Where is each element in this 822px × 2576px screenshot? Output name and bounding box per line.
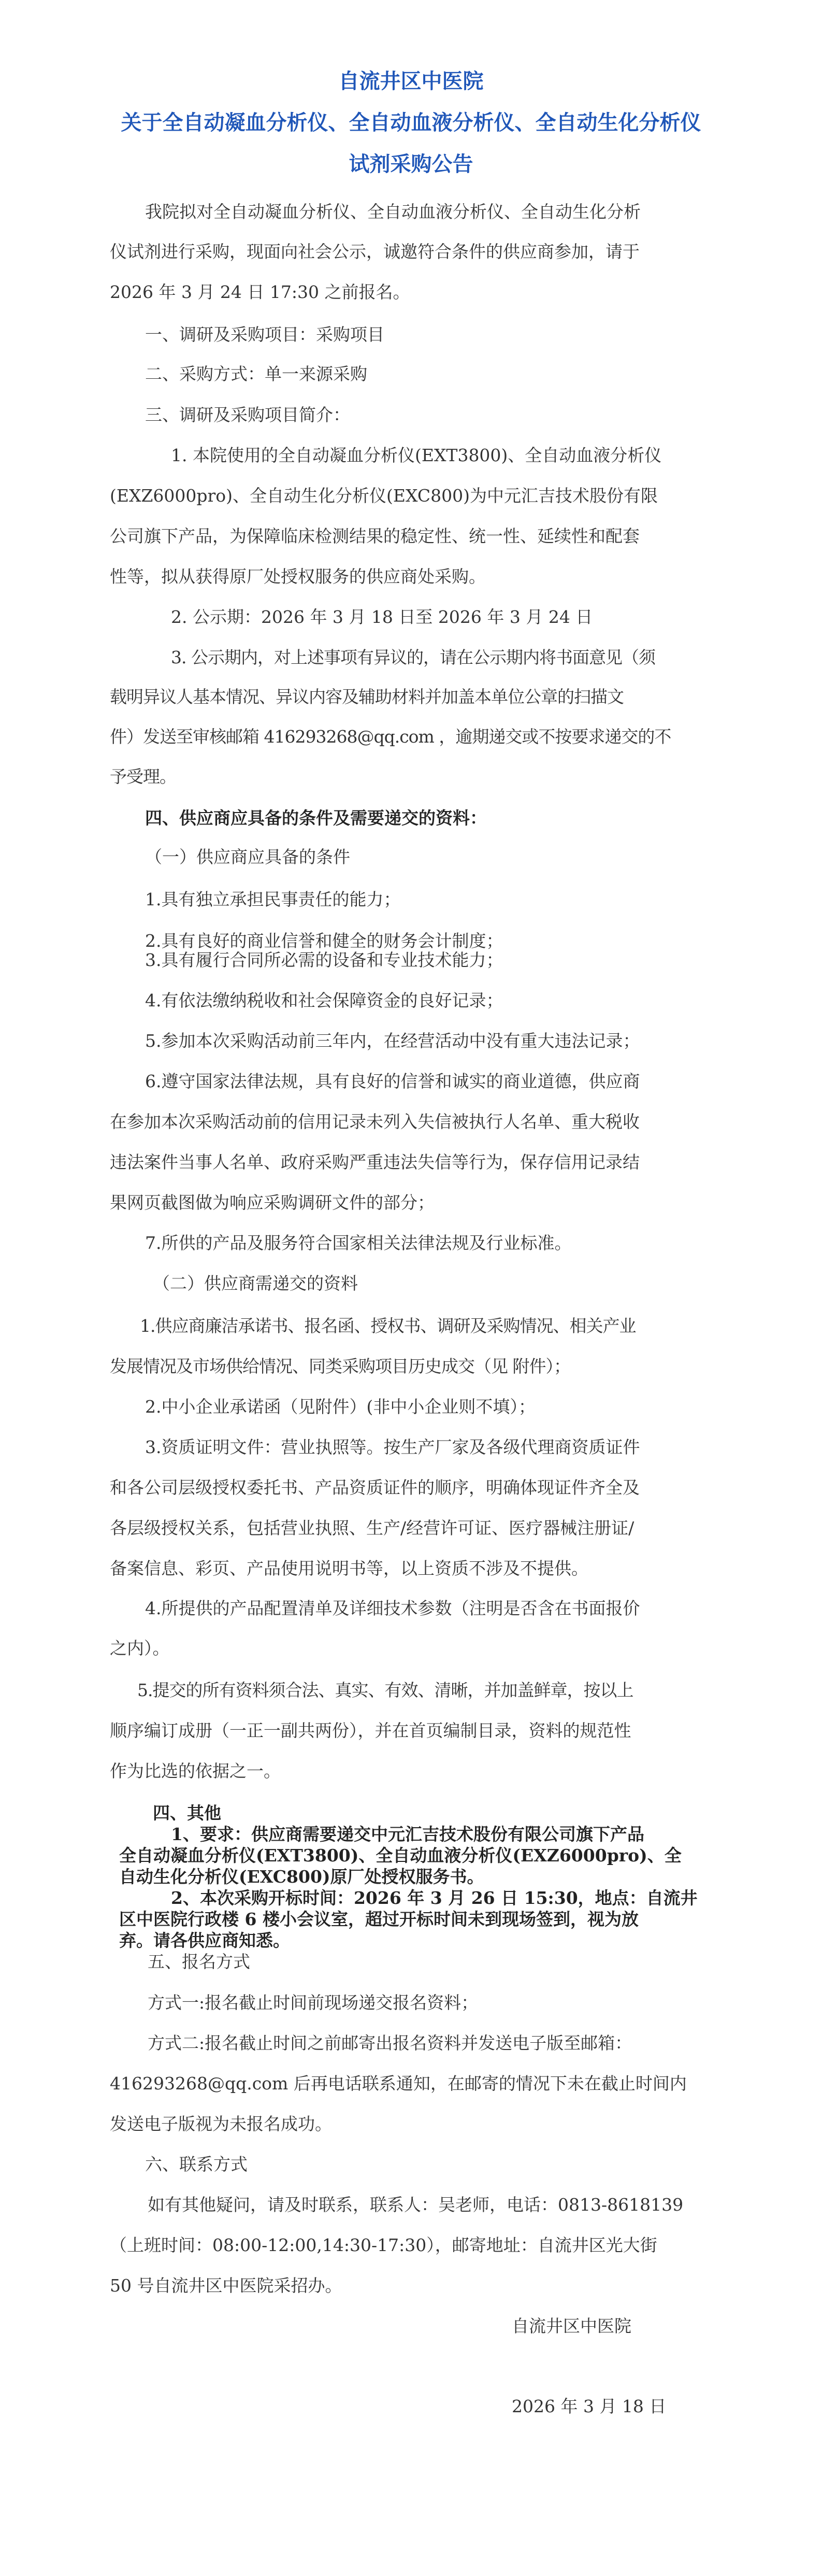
- announcement-title-line2: 试剂采购公告: [349, 152, 473, 176]
- registration-method-2-line: 发送电子版视为未报名成功。: [110, 2114, 332, 2134]
- document-item5-line: 5.提交的所有资料须合法、真实、有效、清晰，并加盖鲜章，按以上: [137, 1680, 633, 1700]
- other-item2-line: 2、本次采购开标时间：2026 年 3 月 26 日 15:30，地点：自流井: [171, 1888, 698, 1908]
- section-procurement-method: 二、采购方式：单一来源采购: [145, 364, 367, 384]
- intro-line: 2026 年 3 月 24 日 17:30 之前报名。: [110, 282, 410, 302]
- registration-method-2-line: 416293268@qq.com 后再电话联系通知，在邮寄的情况下未在截止时间内: [110, 2073, 687, 2094]
- other-item2-line: 弃。请各供应商知悉。: [119, 1930, 290, 1951]
- contact-heading: 六、联系方式: [145, 2154, 248, 2174]
- condition-item: 7.所供的产品及服务符合国家相关法律法规及行业标准。: [145, 1233, 572, 1253]
- document-item3-line: 备案信息、彩页、产品使用说明书等，以上资质不涉及不提供。: [110, 1558, 588, 1578]
- intro-line: 我院拟对全自动凝血分析仪、全自动血液分析仪、全自动生化分析: [145, 202, 641, 222]
- objection-notice-line: 予受理。: [110, 766, 176, 787]
- condition-item6-line: 果网页截图做为响应采购调研文件的部分；: [110, 1192, 435, 1213]
- document-item: 2.中小企业承诺函（见附件）(非中小企业则不填）；: [145, 1397, 536, 1417]
- document-item4-line: 4.所提供的产品配置清单及详细技术参数（注明是否含在书面报价: [145, 1598, 640, 1618]
- contact-line: 如有其他疑问，请及时联系，联系人：吴老师，电话：0813-8618139: [148, 2195, 684, 2215]
- other-item1-line: 自动生化分析仪(EXC800)原厂处授权服务书。: [119, 1867, 484, 1887]
- registration-method-heading: 五、报名方式: [148, 1952, 250, 1972]
- other-item1-line: 1、要求：供应商需要递交中元汇吉技术股份有限公司旗下产品: [171, 1824, 644, 1844]
- other-heading: 四、其他: [153, 1803, 221, 1823]
- condition-item6-line: 6.遵守国家法律法规，具有良好的信誉和诚实的商业道德，供应商: [145, 1071, 640, 1091]
- section-procurement-item: 一、调研及采购项目：采购项目: [145, 324, 384, 345]
- objection-notice-line: 载明异议人基本情况、异议内容及辅助材料并加盖本单位公章的扫描文: [110, 687, 624, 707]
- document-item3-line: 各层级授权关系，包括营业执照、生产/经营许可证、医疗器械注册证/: [110, 1518, 634, 1538]
- signature-date: 2026 年 3 月 18 日: [512, 2396, 667, 2416]
- contact-line: （上班时间：08:00-12:00,14:30-17:30），邮寄地址：自流井区光大街: [110, 2235, 657, 2255]
- supplier-requirements-heading: 四、供应商应具备的条件及需要递交的资料：: [145, 808, 487, 828]
- objection-notice-line: 3. 公示期内，对上述事项有异议的，请在公示期内将书面意见（须: [171, 647, 655, 667]
- signature-organization: 自流井区中医院: [512, 2316, 631, 2336]
- condition-item: 2.具有良好的商业信誉和健全的财务会计制度；: [145, 931, 503, 951]
- project-intro-item1-line: 公司旗下产品，为保障临床检测结果的稳定性、统一性、延续性和配套: [110, 526, 640, 546]
- other-item2-line: 区中医院行政楼 6 楼小会议室，超过开标时间未到现场签到，视为放: [119, 1909, 639, 1929]
- document-item5-line: 顺序编订成册（一正一副共两份），并在首页编制目录，资料的规范性: [110, 1720, 631, 1741]
- document-item1-line: 发展情况及市场供给情况、同类采购项目历史成交（见 附件）；: [110, 1356, 570, 1376]
- condition-item6-line: 在参加本次采购活动前的信用记录未列入失信被执行人名单、重大税收: [110, 1112, 640, 1132]
- publicity-period: 2. 公示期：2026 年 3 月 18 日至 2026 年 3 月 24 日: [171, 607, 593, 627]
- condition-item6-line: 违法案件当事人名单、政府采购严重违法失信等行为，保存信用记录结: [110, 1152, 640, 1172]
- document-item1-line: 1.供应商廉洁承诺书、报名函、授权书、调研及采购情况、相关产业: [140, 1316, 636, 1336]
- condition-item: 4.有依法缴纳税收和社会保障资金的良好记录；: [145, 990, 503, 1011]
- document-item5-line: 作为比选的依据之一。: [110, 1761, 281, 1781]
- objection-notice-line: 件）发送至审核邮箱 416293268@qq.com ，逾期递交或不按要求递交的不: [110, 727, 671, 747]
- announcement-title-line1: 关于全自动凝血分析仪、全自动血液分析仪、全自动生化分析仪: [121, 111, 701, 135]
- other-item1-line: 全自动凝血分析仪(EXT3800)、全自动血液分析仪(EXZ6000pro)、全: [119, 1845, 682, 1866]
- condition-item: 1.具有独立承担民事责任的能力；: [145, 889, 401, 909]
- contact-line: 50 号自流井区中医院采招办。: [110, 2275, 342, 2296]
- condition-item: 5.参加本次采购活动前三年内，在经营活动中没有重大违法记录；: [145, 1031, 640, 1051]
- document-item3-line: 3.资质证明文件：营业执照等。按生产厂家及各级代理商资质证件: [145, 1437, 640, 1457]
- document-item4-line: 之内）。: [110, 1638, 170, 1658]
- condition-item: 3.具有履行合同所必需的设备和专业技术能力；: [145, 950, 503, 970]
- documents-subheading: （二）供应商需递交的资料: [153, 1273, 358, 1293]
- project-intro-item1-line: 1. 本院使用的全自动凝血分析仪(EXT3800)、全自动血液分析仪: [171, 445, 662, 465]
- supplier-conditions-subheading: （一）供应商应具备的条件: [145, 847, 350, 867]
- section-project-intro-heading: 三、调研及采购项目简介：: [145, 405, 350, 425]
- project-intro-item1-line: 性等，拟从获得原厂处授权服务的供应商处采购。: [110, 566, 486, 587]
- project-intro-item1-line: (EXZ6000pro)、全自动生化分析仪(EXC800)为中元汇吉技术股份有限: [110, 486, 658, 506]
- registration-method-1: 方式一:报名截止时间前现场递交报名资料；: [148, 1993, 479, 2013]
- document-item3-line: 和各公司层级授权委托书、产品资质证件的顺序，明确体现证件齐全及: [110, 1477, 640, 1498]
- hospital-name-title: 自流井区中医院: [338, 69, 484, 93]
- intro-line: 仪试剂进行采购，现面向社会公示，诚邀符合条件的供应商参加，请于: [110, 241, 640, 262]
- registration-method-2-line: 方式二:报名截止时间之前邮寄出报名资料并发送电子版至邮箱：: [148, 2033, 632, 2053]
